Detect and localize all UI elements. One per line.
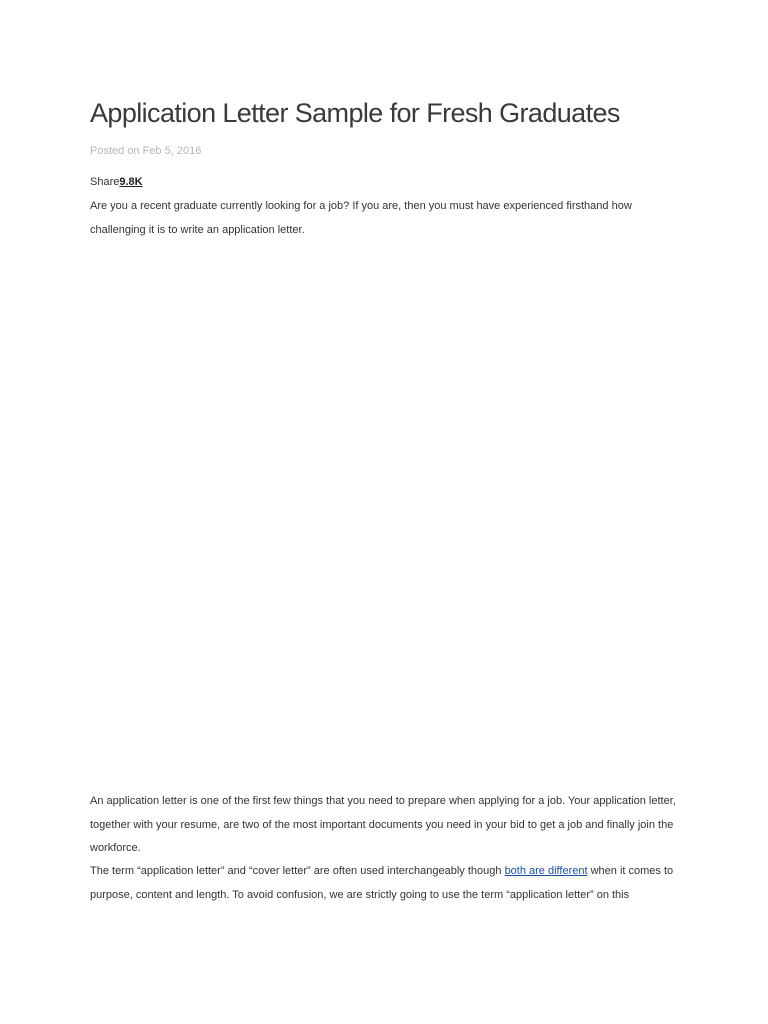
article-title: Application Letter Sample for Fresh Graduates — [90, 98, 620, 128]
body-paragraph-terms — [90, 860, 690, 907]
share-widget[interactable] — [90, 176, 143, 188]
share-label[interactable]: Share — [90, 176, 120, 188]
paragraph-text-before-link: The term “application letter” and “cover letter” are often used interchangeably though — [90, 865, 505, 877]
share-count[interactable]: 9.8K — [119, 176, 143, 188]
paragraph-text-after-link: when it comes to purpose, content and length. To avoid confusion, we are strictly going to use the term “application letter” on this — [90, 865, 674, 901]
intro-paragraph: Are you a recent graduate currently looking for a job? If you are, then you must have experienced firsthand how challenging it is to write an application letter. — [90, 200, 632, 236]
body-paragraph: An application letter is one of the first few things that you need to prepare when applying for a job. Your application letter, together with your resume, are two of the most important documents you need in your bid to get a job and finally join the workforce. — [90, 795, 676, 854]
both-are-different-link[interactable]: both are different — [504, 865, 588, 877]
embedded-media-placeholder — [90, 250, 690, 770]
post-date: Posted on Feb 5, 2016 — [90, 145, 202, 157]
